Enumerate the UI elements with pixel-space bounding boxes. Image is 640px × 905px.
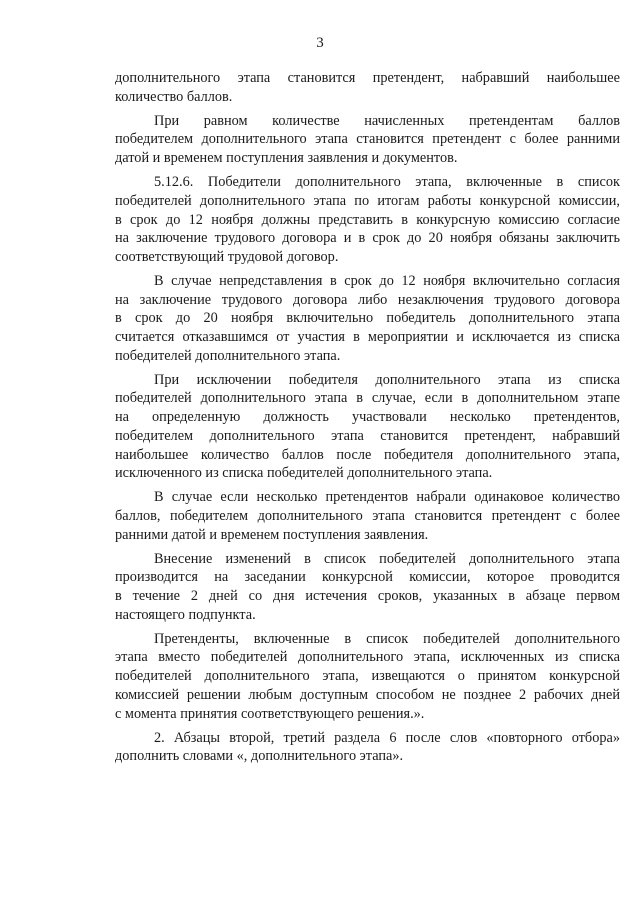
text-line: на заключение трудового договора и в срок до 20 ноября обязаны заключить (115, 230, 620, 247)
text-line: количество баллов. (115, 88, 233, 105)
text-line: в срок до 12 ноября должны представить в конкурсную комиссию согласие (115, 211, 620, 228)
text-line: этапа вместо победителей дополнительного этапа, исключенных из списка (115, 649, 620, 666)
text-line: победителей дополнительного этапа по итогам работы конкурсной комиссии, (115, 192, 620, 209)
text-line: победителей дополнительного этапа в случае, если в дополнительном этапе (115, 390, 620, 407)
text-line: производится на заседании конкурсной комиссии, которое проводится (115, 569, 620, 586)
text-line: В случае непредставления в срок до 12 ноября включительно согласия (154, 272, 620, 289)
text-line: считается отказавшимся от участия в мероприятии и исключается из списка (115, 329, 620, 345)
text-line: баллов, победителем дополнительного этапа становится претендент с более (115, 507, 620, 524)
text-line: При равном количестве начисленных претендентам баллов (154, 112, 620, 129)
text-line: на заключение трудового договора либо незаключения трудового договора (115, 291, 620, 308)
text-line: в срок до 20 ноября включительно победитель дополнительного этапа (115, 310, 620, 327)
text-line: исключенного из списка победителей дополнительного этапа. (115, 465, 493, 482)
text-line: с момента принятия соответствующего решения.». (115, 705, 425, 722)
text-line: в течение 2 дней со дня истечения сроков, указанных в абзаце первом (115, 588, 620, 604)
text-line: ранними датой и временем поступления заявления. (115, 526, 429, 543)
text-line: на определенную должность участвовали несколько претендентов, (115, 409, 620, 426)
text-line: победителем дополнительного этапа становится претендент с более ранними (115, 131, 620, 148)
text-line: 2. Абзацы второй, третий раздела 6 после слов «повторного отбора» (154, 729, 620, 746)
text-line: победителей дополнительного этапа. (115, 347, 341, 364)
text-line: победителем дополнительного этапа становится претендент, набравший (115, 427, 620, 444)
text-line: дополнить словами «, дополнительного этапа». (115, 748, 404, 765)
text-line: дополнительного этапа становится претендент, набравший наибольшее (115, 70, 620, 86)
text-line: Внесение изменений в список победителей дополнительного этапа (154, 550, 620, 567)
text-line: датой и временем поступления заявления и документов. (115, 150, 458, 167)
text-line: 5.12.6. Победители дополнительного этапа, включенные в список (154, 174, 620, 191)
page-number: 3 (316, 35, 324, 51)
text-line: При исключении победителя дополнительного этапа из списка (154, 371, 620, 388)
text-line: наибольшее количество баллов после победителя дополнительного этапа, (115, 446, 620, 463)
text-line: комиссией решении любым доступным способом не позднее 2 рабочих дней (115, 686, 620, 703)
text-line: Претенденты, включенные в список победителей дополнительного (154, 630, 620, 647)
text-line: В случае если несколько претендентов набрали одинаковое количество (154, 489, 620, 506)
text-line: соответствующий трудовой договор. (115, 248, 339, 265)
text-line: победителей дополнительного этапа, извещаются о принятом конкурсной (115, 668, 620, 685)
text-line: настоящего подпункта. (115, 606, 256, 623)
